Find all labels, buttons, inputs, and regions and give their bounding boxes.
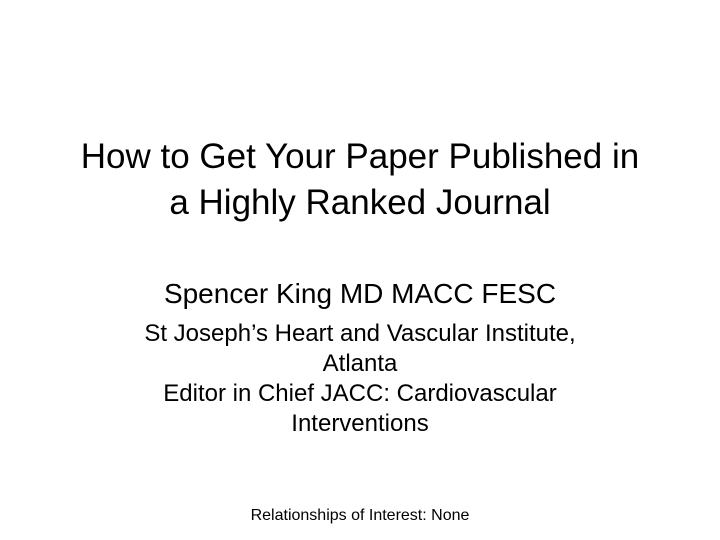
affiliation-block	[60, 319, 660, 439]
author-name: Spencer King MD MACC FESC	[163, 278, 557, 309]
slide-title	[20, 134, 700, 226]
title-line: How to Get Your Paper Published in	[80, 137, 640, 176]
affiliation-line: St Joseph’s Heart and Vascular Institute,	[144, 320, 576, 347]
affiliation-line: Interventions	[291, 410, 429, 437]
disclosure-note: Relationships of Interest: None	[250, 507, 470, 524]
title-line: a Highly Ranked Journal	[169, 183, 551, 222]
affiliation-line: Editor in Chief JACC: Cardiovascular	[163, 380, 557, 407]
affiliation-line: Atlanta	[322, 350, 398, 377]
